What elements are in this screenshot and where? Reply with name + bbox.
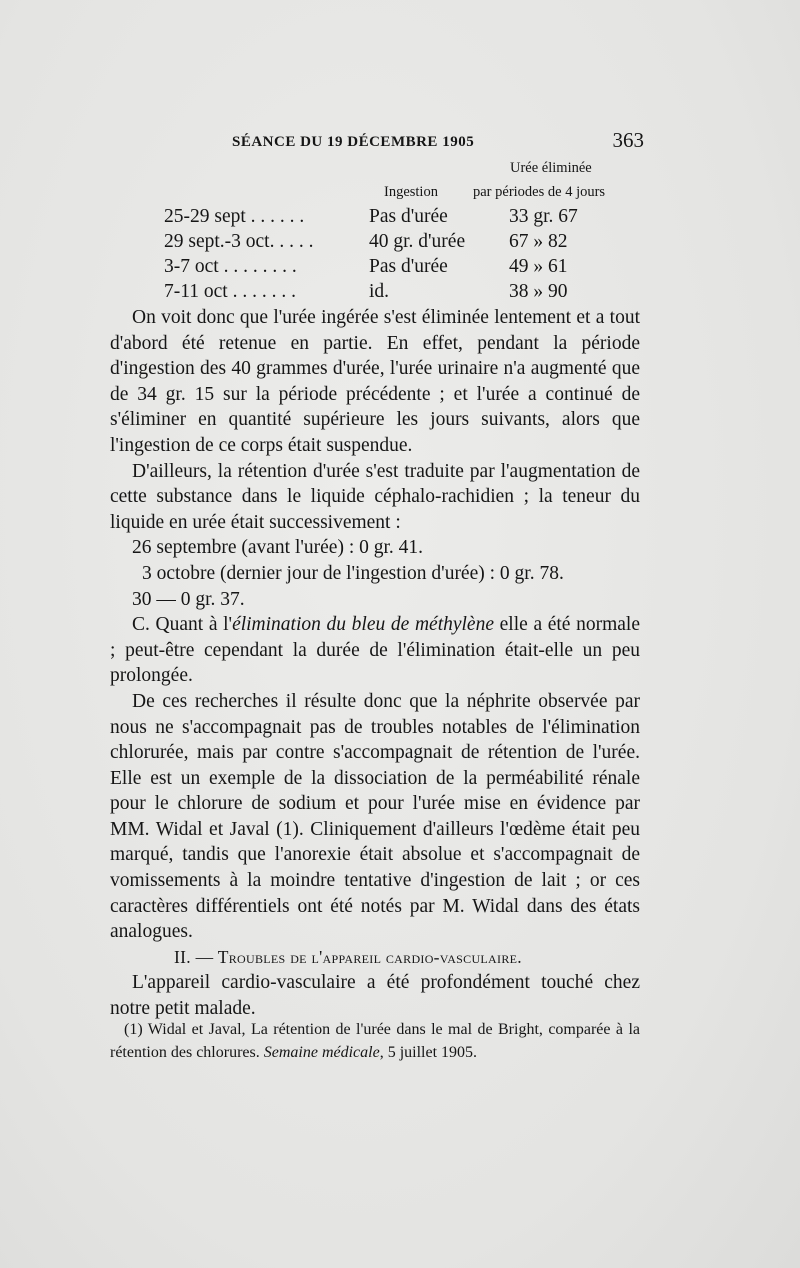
urea-table bbox=[164, 206, 644, 306]
table-cell-date: 7-11 oct . . . . . . . bbox=[164, 281, 296, 302]
paragraph-text: C. Quant à l' bbox=[132, 614, 233, 636]
table-cell-date: 29 sept.-3 oct. . . . . bbox=[164, 231, 314, 252]
table-cell-date: 25-29 sept . . . . . . bbox=[164, 206, 305, 227]
table-row bbox=[164, 256, 644, 281]
emphasis-text: élimination du bleu de méthylène bbox=[232, 614, 494, 636]
table-cell-ingestion: id. bbox=[369, 281, 390, 302]
table-row bbox=[164, 231, 644, 256]
measurement-line: 3 octobre (dernier jour de l'ingestion d'urée) : 0 gr. 78. bbox=[142, 562, 564, 584]
section-heading: II. — Troubles de l'appareil cardio-vasculaire. bbox=[174, 946, 522, 967]
measurement-line: 30 — 0 gr. 37. bbox=[132, 588, 245, 610]
paragraph bbox=[110, 612, 640, 689]
paragraph: De ces recherches il résulte donc que la néphrite observée par nous ne s'accompagnait pas de troubles notables de l'élimination chlorurée, mais par contre s'accompagnait de rétention de l'urée. Elle est un exemple de la dissociation de la perméabilité rénale pour le chlorure de sodium et pour l'urée mise en évidence par MM. Widal et Javal (1). Cliniquement d'ailleurs l'œdème était peu marqué, tandis que l'anorexie était absolue et s'accompagnait de vomissements à la moindre tentative d'ingestion de lait ; or ces caractères différentiels ont été notés par M. Widal dans des états analogues. bbox=[110, 690, 640, 943]
table-cell-value: 67 » 82 bbox=[509, 231, 568, 252]
table-column-headers bbox=[360, 160, 650, 200]
page-number: 363 bbox=[612, 128, 644, 152]
body-text bbox=[110, 305, 640, 1022]
table-cell-value: 49 » 61 bbox=[509, 256, 568, 277]
footnote-date: , 5 juillet 1905. bbox=[379, 1044, 478, 1061]
page-header bbox=[120, 128, 660, 158]
table-cell-value: 38 » 90 bbox=[509, 281, 568, 302]
table-cell-ingestion: Pas d'urée bbox=[369, 206, 448, 227]
footnote-citation: (1) Widal et Javal, La rétention de l'urée dans le mal de Bright, comparée à la rétention des chlorures. bbox=[110, 1021, 640, 1061]
table-cell-date: 3-7 oct . . . . . . . . bbox=[164, 256, 297, 277]
table-cell-value: 33 gr. 67 bbox=[509, 206, 578, 227]
paragraph: D'ailleurs, la rétention d'urée s'est traduite par l'augmentation de cette substance dans le liquide céphalo-rachidien ; la teneur du liquide en urée était successivement : bbox=[110, 460, 640, 533]
footnote-text bbox=[110, 1018, 640, 1064]
footnote bbox=[110, 1018, 640, 1064]
paragraph: L'appareil cardio-vasculaire a été profondément touché chez notre petit malade. bbox=[110, 972, 640, 1020]
column-header-urea-line1: Urée éliminée bbox=[510, 160, 592, 176]
column-header-urea-line2: par périodes de 4 jours bbox=[473, 184, 606, 200]
table-row bbox=[164, 281, 644, 306]
column-header-ingestion: Ingestion bbox=[384, 184, 438, 200]
table-cell-ingestion: Pas d'urée bbox=[369, 256, 448, 277]
footnote-journal: Semaine médicale bbox=[263, 1044, 380, 1061]
paragraph-text: elle a été normale ; peut-être cependant la durée de l'élimination était-elle un peu prolongée. bbox=[110, 614, 641, 687]
paragraph: On voit donc que l'urée ingérée s'est éliminée lentement et a tout d'abord été retenue en partie. En effet, pendant la période d'ingestion des 40 grammes d'urée, l'urée urinaire n'a augmenté que de 34 gr. 15 sur la période précédente ; et l'urée a continué de s'éliminer en quantité supérieure les jours suivants, alors que l'ingestion de ce corps était suspendue. bbox=[110, 307, 640, 456]
running-head: SÉANCE DU 19 DÉCEMBRE 1905 bbox=[232, 134, 475, 150]
measurement-line: 26 septembre (avant l'urée) : 0 gr. 41. bbox=[132, 537, 424, 559]
table-cell-ingestion: 40 gr. d'urée bbox=[369, 231, 466, 252]
table-row bbox=[164, 206, 644, 231]
